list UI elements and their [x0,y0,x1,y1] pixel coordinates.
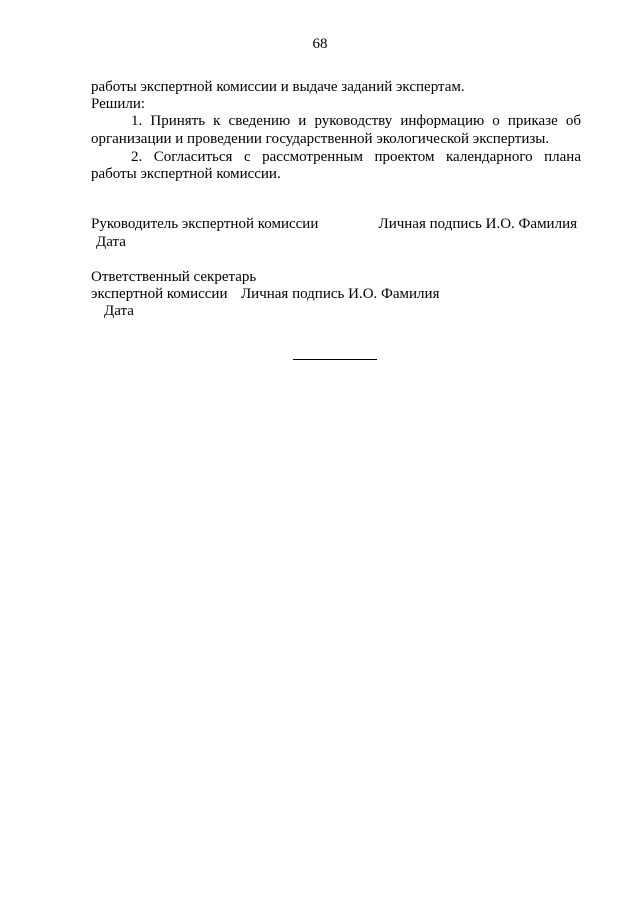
page-number: 68 [312,36,328,52]
head-date: Дата [96,234,126,250]
head-signature-row [91,215,577,233]
resolution-item-1-line-1: 1. Принять к сведению и руководству информацию о приказе об [131,113,581,129]
head-title: Руководитель экспертной комиссии [91,216,319,232]
resolution-item-1-line-2: организации и проведении государственной экологической экспертизы. [91,131,550,147]
secretary-title-line-2: экспертной комиссии [91,286,228,302]
secretary-date: Дата [104,303,134,319]
secretary-signature-placeholder: Личная подпись И.О. Фамилия [241,286,440,302]
resolved-label: Решили: [91,96,146,112]
resolution-item-2-line-1: 2. Согласиться с рассмотренным проектом календарного плана [131,149,581,165]
secretary-title-line-1: Ответственный секретарь [91,269,257,285]
head-signature-placeholder: Личная подпись И.О. Фамилия [378,216,577,232]
body-line-continuation: работы экспертной комиссии и выдаче заданий экспертам. [91,79,465,95]
secretary-signature-row [91,285,439,303]
resolution-item-2-line-2: работы экспертной комиссии. [91,166,281,182]
end-of-document-rule [293,359,377,360]
